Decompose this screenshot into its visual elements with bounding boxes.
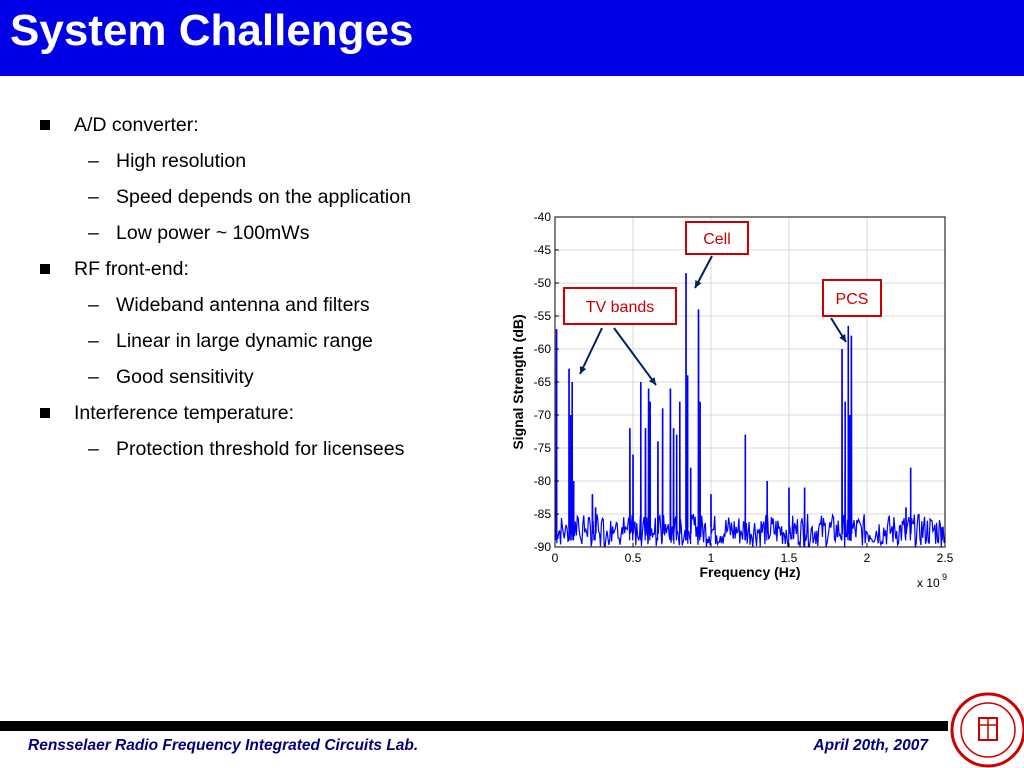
y-tick-label: -65 xyxy=(533,375,551,389)
sub-bullet-item xyxy=(40,148,510,184)
bullet-text: RF front-end: xyxy=(74,258,189,280)
y-tick-label: -45 xyxy=(533,243,551,257)
bullet-item xyxy=(40,112,510,148)
cell-annotation-label: Cell xyxy=(703,231,731,248)
sub-bullet-text: Speed depends on the application xyxy=(116,186,411,208)
footer-bar xyxy=(0,721,948,731)
dash-bullet-icon: – xyxy=(88,438,99,460)
y-tick-label: -60 xyxy=(533,342,551,356)
square-bullet-icon xyxy=(40,264,50,274)
y-tick-label: -40 xyxy=(533,210,551,224)
spectrum-chart xyxy=(500,200,970,590)
y-tick-label: -90 xyxy=(533,540,551,554)
sub-bullet-text: Wideband antenna and filters xyxy=(116,294,370,316)
y-tick-label: -85 xyxy=(533,507,551,521)
square-bullet-icon xyxy=(40,120,50,130)
sub-bullet-item xyxy=(40,220,510,256)
pcs-annotation-label: PCS xyxy=(835,291,869,308)
rpi-seal-logo xyxy=(948,690,1024,768)
sub-bullet-item xyxy=(40,328,510,364)
sub-bullet-item xyxy=(40,436,510,472)
sub-bullet-item xyxy=(40,292,510,328)
slide-title: System Challenges xyxy=(10,6,414,55)
footer-date: April 20th, 2007 xyxy=(813,737,928,754)
y-tick-label: -70 xyxy=(533,408,551,422)
y-axis-label: Signal Strength (dB) xyxy=(510,314,526,450)
x-tick-label: 1 xyxy=(707,551,715,565)
dash-bullet-icon: – xyxy=(88,186,99,208)
y-tick-label: -80 xyxy=(533,474,551,488)
dash-bullet-icon: – xyxy=(88,222,99,244)
y-tick-label: -75 xyxy=(533,441,551,455)
x-tick-label: 2.5 xyxy=(936,551,954,565)
x-multiplier-exponent: 9 xyxy=(942,572,948,582)
bullet-text: A/D converter: xyxy=(74,114,199,136)
y-tick-label: -55 xyxy=(533,309,551,323)
sub-bullet-text: Low power ~ 100mWs xyxy=(116,222,310,244)
bullet-item xyxy=(40,400,510,436)
x-tick-label: 0 xyxy=(551,551,559,565)
sub-bullet-text: Good sensitivity xyxy=(116,366,254,388)
sub-bullet-text: Linear in large dynamic range xyxy=(116,330,373,352)
sub-bullet-item xyxy=(40,364,510,400)
dash-bullet-icon: – xyxy=(88,330,99,352)
y-tick-label: -50 xyxy=(533,276,551,290)
sub-bullet-text: Protection threshold for licensees xyxy=(116,438,405,460)
x-tick-label: 0.5 xyxy=(624,551,642,565)
x-tick-label: 1.5 xyxy=(780,551,798,565)
bullet-list xyxy=(40,112,510,472)
x-axis-label: Frequency (Hz) xyxy=(699,564,801,580)
sub-bullet-text: High resolution xyxy=(116,150,247,172)
dash-bullet-icon: – xyxy=(88,366,99,388)
dash-bullet-icon: – xyxy=(88,150,99,172)
bullet-text: Interference temperature: xyxy=(74,402,295,424)
square-bullet-icon xyxy=(40,408,50,418)
x-tick-label: 2 xyxy=(863,551,871,565)
sub-bullet-item xyxy=(40,184,510,220)
tv-bands-annotation-label: TV bands xyxy=(585,299,655,316)
bullet-item xyxy=(40,256,510,292)
x-multiplier-label: x 10 xyxy=(917,576,940,590)
dash-bullet-icon: – xyxy=(88,294,99,316)
footer-lab-name: Rensselaer Radio Frequency Integrated Circuits Lab. xyxy=(28,737,419,754)
